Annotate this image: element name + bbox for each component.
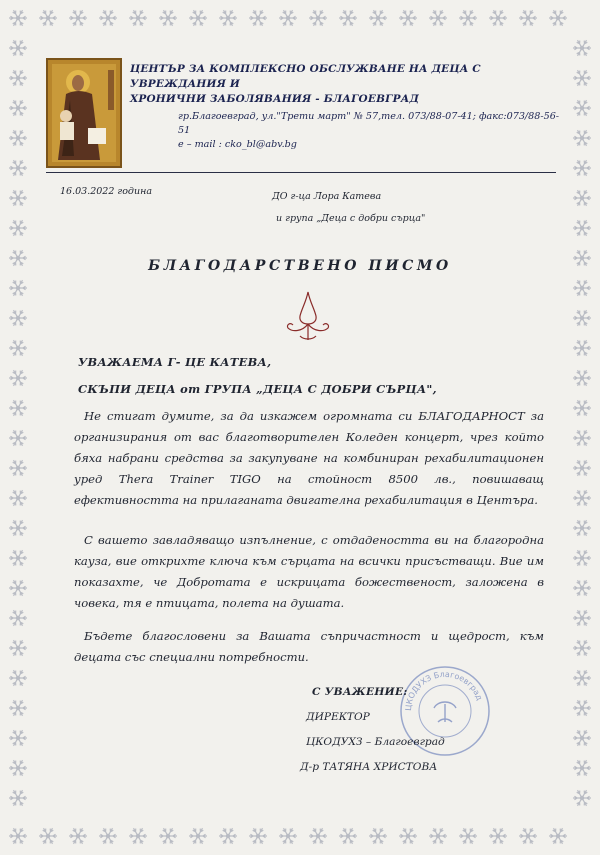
recipient-line2: и група „Деца с добри сърца" xyxy=(276,213,426,224)
icon-painting xyxy=(48,60,120,166)
snowflake-ornament xyxy=(573,370,591,386)
snowflake-ornament xyxy=(9,460,27,476)
snowflake-ornament xyxy=(279,10,297,26)
paragraph-3-text: Бъдете благословени за Вашата съпричастност и щедрост, към децата със специални потребности. xyxy=(74,629,544,664)
snowflake-ornament xyxy=(309,828,327,844)
snowflake-ornament xyxy=(129,10,147,26)
snowflake-ornament xyxy=(573,760,591,776)
snowflake-ornament xyxy=(573,100,591,116)
snowflake-ornament xyxy=(573,130,591,146)
snowflake-ornament xyxy=(9,160,27,176)
snowflake-ornament xyxy=(573,430,591,446)
recipient-block xyxy=(272,186,425,230)
snowflake-ornament xyxy=(159,10,177,26)
snowflake-ornament xyxy=(573,700,591,716)
snowflake-ornament xyxy=(573,550,591,566)
snowflake-ornament xyxy=(9,40,27,56)
snowflake-ornament xyxy=(9,220,27,236)
snowflake-ornament xyxy=(9,190,27,206)
snowflake-ornament xyxy=(279,828,297,844)
snowflake-ornament xyxy=(9,610,27,626)
snowflake-ornament xyxy=(573,670,591,686)
snowflake-ornament xyxy=(9,790,27,806)
snowflake-ornament xyxy=(69,10,87,26)
paragraph-2-text: С вашето завладяващо изпълнение, с отдадеността ви на благородна кауза, вие открихте ключа към сърцата на всички присъстващи. Вие им показахте, че Добротата е искрицата божественост, заложена в човека, тя е птицата, полета на душата. xyxy=(74,533,544,610)
snowflake-ornament xyxy=(573,790,591,806)
snowflake-ornament xyxy=(573,280,591,296)
letter-date: 16.03.2022 година xyxy=(60,186,152,197)
snowflake-ornament xyxy=(459,828,477,844)
salutation-line1: УВАЖАЕМА Г- ЦЕ КАТЕВА, xyxy=(78,355,272,369)
org-name-line2: ХРОНИЧНИ ЗАБОЛЯВАНИЯ - БЛАГОЕВГРАД xyxy=(130,93,420,105)
snowflake-ornament xyxy=(573,190,591,206)
snowflake-ornament xyxy=(39,828,57,844)
snowflake-ornament xyxy=(219,10,237,26)
snowflake-ornament xyxy=(489,10,507,26)
sig-institution: ЦКОДУХЗ – Благоевград xyxy=(306,736,445,748)
snowflake-ornament xyxy=(549,10,567,26)
org-email: e – mail : cko_bl@abv.bg xyxy=(178,139,297,150)
paragraph-2 xyxy=(74,530,544,614)
snowflake-ornament xyxy=(369,828,387,844)
snowflake-ornament xyxy=(99,828,117,844)
snowflake-ornament xyxy=(9,370,27,386)
snowflake-ornament xyxy=(39,10,57,26)
snowflake-ornament xyxy=(159,828,177,844)
snowflake-ornament xyxy=(573,70,591,86)
snowflake-ornament xyxy=(129,828,147,844)
snowflake-ornament xyxy=(573,310,591,326)
snowflake-ornament xyxy=(573,460,591,476)
recipient-line1: ДО г-ца Лора Катева xyxy=(272,191,382,202)
snowflake-ornament xyxy=(9,10,27,26)
snowflake-ornament xyxy=(573,160,591,176)
snowflake-ornament xyxy=(9,700,27,716)
letterhead xyxy=(130,62,570,152)
snowflake-ornament xyxy=(249,10,267,26)
snowflake-ornament xyxy=(339,828,357,844)
snowflake-ornament xyxy=(573,580,591,596)
snowflake-ornament xyxy=(189,10,207,26)
snowflake-ornament xyxy=(9,130,27,146)
snowflake-ornament xyxy=(9,520,27,536)
snowflake-ornament xyxy=(9,490,27,506)
snowflake-ornament xyxy=(99,10,117,26)
snowflake-ornament xyxy=(519,10,537,26)
snowflake-ornament xyxy=(339,10,357,26)
snowflake-ornament xyxy=(573,520,591,536)
snowflake-ornament xyxy=(9,760,27,776)
snowflake-ornament xyxy=(9,400,27,416)
snowflake-ornament xyxy=(249,828,267,844)
snowflake-ornament xyxy=(9,310,27,326)
org-address: гр.Благоевград, ул."Трети март" № 57,тел. 073/88-07-41; факс:073/88-56-51 xyxy=(178,111,560,136)
snowflake-ornament xyxy=(9,640,27,656)
signature-block xyxy=(300,680,445,780)
snowflake-ornament xyxy=(9,340,27,356)
snowflake-ornament xyxy=(9,100,27,116)
stamp-text: ЦКОДУХЗ Благоевград xyxy=(403,669,485,712)
snowflake-ornament xyxy=(309,10,327,26)
snowflake-ornament xyxy=(9,550,27,566)
snowflake-ornament xyxy=(573,730,591,746)
sig-regards: С УВАЖЕНИЕ: xyxy=(312,686,408,698)
snowflake-ornament xyxy=(9,670,27,686)
paragraph-1-text: Не стигат думите, за да изкажем огромната си БЛАГОДАРНОСТ за организирания от вас благотворителен Коледен концерт, чрез който бяха набрани средства за закупуване на комбиниран рехабилитационен уред Thera Trainer TIGO на стойност 8500 лв., повишаващ ефективността на прилаганата двигателна рехабилитация в Центъра. xyxy=(74,409,544,507)
flourish-ornament xyxy=(278,288,338,348)
snowflake-ornament xyxy=(573,640,591,656)
header-divider xyxy=(46,172,556,173)
snowflake-ornament xyxy=(9,828,27,844)
snowflake-ornament xyxy=(549,828,567,844)
snowflake-ornament xyxy=(399,828,417,844)
snowflake-ornament xyxy=(573,40,591,56)
snowflake-ornament xyxy=(9,280,27,296)
snowflake-ornament xyxy=(459,10,477,26)
paragraph-1 xyxy=(74,406,544,511)
snowflake-ornament xyxy=(573,490,591,506)
snowflake-ornament xyxy=(399,10,417,26)
snowflake-ornament xyxy=(573,340,591,356)
sig-position: ДИРЕКТОР xyxy=(306,711,370,723)
snowflake-ornament xyxy=(9,70,27,86)
saint-icon-image xyxy=(46,58,122,168)
sig-name: Д-р ТАТЯНА ХРИСТОВА xyxy=(300,761,438,773)
snowflake-ornament xyxy=(69,828,87,844)
snowflake-ornament xyxy=(429,10,447,26)
snowflake-ornament xyxy=(429,828,447,844)
snowflake-ornament xyxy=(189,828,207,844)
snowflake-ornament xyxy=(519,828,537,844)
org-name-line1: ЦЕНТЪР ЗА КОМПЛЕКСНО ОБСЛУЖВАНЕ НА ДЕЦА С УВРЕЖДАНИЯ И xyxy=(130,63,481,90)
snowflake-ornament xyxy=(573,610,591,626)
paragraph-3 xyxy=(74,626,544,668)
letter-title: БЛАГОДАРСТВЕНО ПИСМО xyxy=(148,258,452,274)
snowflake-ornament xyxy=(573,400,591,416)
salutation-line2: СКЪПИ ДЕЦА от ГРУПА „ДЕЦА С ДОБРИ СЪРЦА", xyxy=(78,382,437,396)
snowflake-ornament xyxy=(9,430,27,446)
snowflake-ornament xyxy=(489,828,507,844)
snowflake-ornament xyxy=(219,828,237,844)
snowflake-ornament xyxy=(9,730,27,746)
snowflake-ornament xyxy=(369,10,387,26)
snowflake-ornament xyxy=(9,580,27,596)
snowflake-ornament xyxy=(573,220,591,236)
